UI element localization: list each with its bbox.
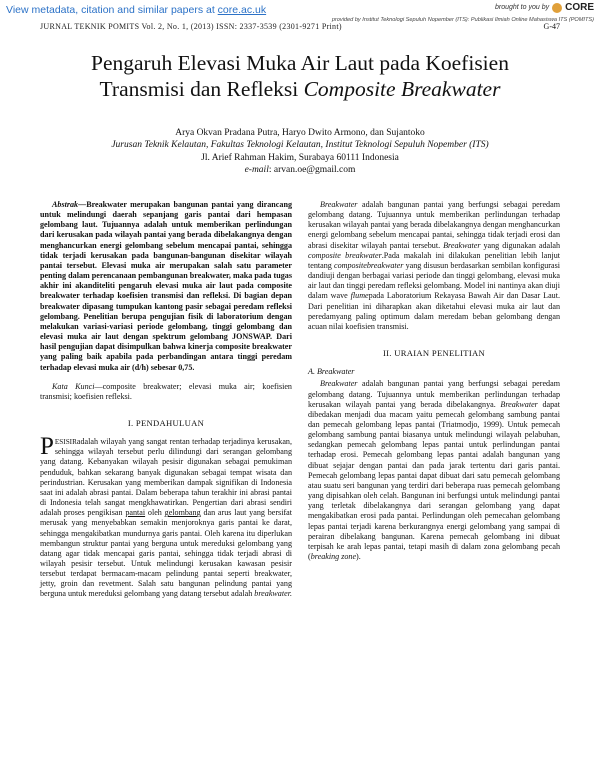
intro-text: adalah wilayah yang sangat rentan terhadap terjadinya kerusakan, sehingga wilayah tersebut perlu dilindungi dari serangan gelombang yang datang. Kebanyakan wilayah pesisir digunakan sebagai pemukiman penduduk, bahkan sekarang banyak digunakan sebagai tempat wisata dan perindustrian. Kerusakan yang memberikan dampak signifikan di Indonesia saat ini adalah abrasi pantai. Dalam beberapa tahun terakhir ini abrasi pantai di Indonesia telah sangat mengkhawatirkan. Pengertian dari abrasi sendiri adalah proses pengikisan <box>40 437 292 518</box>
title-line-2: Transmisi dan Refleksi <box>99 77 304 101</box>
right-column <box>308 200 560 562</box>
rp1-text: adalah bangunan pantai yang berfungsi sebagai peredam gelombang datang. Tujuannya untuk memberikan perlindungan terhadap kerusakan wilayah pantai yang berada dibelakangnya dengan menghancurkan energi gelombang sebelum mencapai pantai, sehingga tidak terjadi erosi dan abrasi disekitar wilayah pantai tersebut. <box>308 200 560 250</box>
rp2-italic-2: Breakwater <box>500 399 538 409</box>
journal-header: JURNAL TEKNIK POMITS Vol. 2, No. 1, (2013) ISSN: 2337-3539 (2301-9271 Print) <box>40 22 342 31</box>
core-link-text: View metadata, citation and similar papers at <box>6 4 218 16</box>
rp2-text-b: dapat dibedakan menjadi dua macam yaitu pemecah gelombang sambung pantai dan pemecah gelombang lepas pantai (Triatmodjo, 1999). Untuk pemecah gelombang sambung pantai biasanya untuk melindungi wilayah pelabuhan, sedangkan pemecah gelombang lepas pantai untuk perlindungan pantai terhadap erosi. Pemecah gelombang lepas pantai adalah bangunan yang dibuat sejajar dengan pantai dan pada jarak tertentu dari garis pantai. Pemecah gelombang lepas pantai dapat dibuat dari satu pemecah gelombang atau suatu seri bangunan yang terdiri dari beberapa ruas pemecah gelombang yang dipisahkan oleh celah. Bangunan ini berfungsi untuk melindungi pantai yang terletak dibelakangnya dari serangan gelombang yang dapat mengakibatkan erosi pada pantai. Perlindungan oleh pemecahan gelombang lepas pantai terjadi karena berkurangnya energi gelombang yang sampai di perairan dibelakang bangunan. Karena pemecah gelombang ini dibuat terpisah ke arah lepas pantai, tetapi masih di dalam zona gelombang pecah ( <box>308 399 560 561</box>
right-paragraph-2 <box>308 379 560 562</box>
intro-text-mid: oleh <box>145 508 165 518</box>
author-names: Arya Okvan Pradana Putra, Haryo Dwito Armono, dan Sujantoko <box>175 128 425 138</box>
left-column <box>40 200 292 600</box>
rp1-text-b: yang digunakan adalah <box>480 240 560 250</box>
address: Jl. Arief Rahman Hakim, Surabaya 60111 Indonesia <box>201 152 399 163</box>
email: : arvan.oe@gmail.com <box>268 165 356 176</box>
provided-by-text: provided by Institut Teknologi Sepuluh Nopember (ITS): Publikasi Ilmiah Online Mahasiswa ITS (POMITS) <box>331 17 594 23</box>
subsection-heading-breakwater: A. Breakwater <box>308 367 355 377</box>
page-number: G-47 <box>543 22 560 31</box>
core-link-site[interactable]: core.ac.uk <box>217 4 267 16</box>
core-metadata-link[interactable] <box>6 4 266 16</box>
affiliation: Jurusan Teknik Kelautan, Fakultas Teknologi Kelautan, Institut Teknologi Sepuluh Nopember (ITS) <box>111 140 489 151</box>
core-logo-icon <box>552 3 562 13</box>
rp1-text-e: pada Laboratorium Rekayasa Bawah Air dan Dasar Laut. Dari penelitian ini diharapkan akan diketahui elevasi muka air laut dan peredamyang paling optimum dalam meredam beban gelombang dengan acuan nilai koefisien transmisi. <box>308 291 560 331</box>
brought-text: brought to you by <box>495 4 550 11</box>
core-brand[interactable] <box>495 2 594 13</box>
rp1-text-c: .Pada makalah ini dilakukan penelitian lebih lanjut tentang <box>308 250 560 270</box>
author-block <box>40 127 560 177</box>
section-heading-methods: II. URAIAN PENELITIAN <box>382 348 485 359</box>
keywords-text: —composite breakwater; elevasi muka air; koefisien transmisi; koefisien refleksi. <box>40 381 292 401</box>
rp2-italic-3: breaking zone <box>310 552 357 561</box>
intro-caps: ESISIR <box>54 438 77 447</box>
core-brand-name: CORE <box>565 2 594 13</box>
intro-link-pantai: pantai <box>125 508 146 518</box>
rp2-italic: Breakwater <box>320 379 358 389</box>
keywords-label: Kata Kunci <box>52 381 95 391</box>
rp2-text: adalah bangunan pantai yang berfungsi sebagai peredam gelombang datang. Tujuannya untuk memberikan perlindungan terhadap kerusakan wilayah pantai yang berada dibelakangnya. <box>308 379 560 409</box>
email-label: e-mail <box>244 165 269 176</box>
paper-title <box>40 50 560 102</box>
rp1-italic: Breakwater <box>320 200 358 209</box>
rp2-text-end: ). <box>356 552 361 561</box>
intro-text-end: dan arus laut yang bersifat merusak yang menyebabkan semakin menjoroknya garis pantai ke darat, sehingga mengakibatkan mundurnya garis pantai. Oleh karena itu diperlukan membangun struktur pantai yang berguna untuk mereduksi gelombang yang datang agar tidak mencapai garis pantai, sehingga tidak terjadi abrasi di wilayah pesisir tersebut. Untuk melindungi kerusakan kawasan pesisir tersebut terdapat bermacam-macam pelindung pantai seperti breakwater, jetty, groin dan revetment. Salah satu bangunan pelindung pantai yang berguna untuk mereduksi gelombang yang datang tersebut adalah <box>40 508 292 599</box>
intro-paragraph <box>40 433 292 600</box>
rp1-italic-4: compositebreakwater <box>334 260 404 270</box>
intro-link-gelombang: gelombang <box>164 508 201 518</box>
keywords <box>40 382 292 402</box>
abstract <box>40 200 292 373</box>
title-line-1: Pengaruh Elevasi Muka Air Laut pada Koefisien <box>91 51 509 75</box>
abstract-text: —Breakwater merupakan bangunan pantai yang dirancang untuk melindungi daerah sepanjang garis pantai dari hempasan gelombang laut. Tujuannya adalah untuk memberikan perlindungan dari kerusakan pada wilayah pantai yang berada dibelakangnya dengan menghancurkan energi gelombang sebelum mencapai pantai, sehingga tidak terjadi kerusakan pada bangunan-bangunan disekitar wilayah pantai tersebut. Elevasi muka air merupakan salah satu parameter penting dalam perencanaan pembangunan breakwater, maka pada tugas akhir ini akanditeliti pengaruh elevasi muka air laut pada composite breakwater terhadap koefisien transmisi dan refleksi. Di bagian depan breakwater dipasang tumpukan kantong pasir sebagai peredam refleksi gelombang. Penelitian berupa pengujian fisik di laboratorium dengan melakukan variasi-variasi periode gelombang, tinggi gelombang dan elevasi muka air laut dengan spektrum gelombang JONSWAP. Dari hasil pengujian dapat disimpulkan bahwa kinerja composite breakwater yang paling baik apabila pada perbandingan antara tinggi peredam terhadap elevasi muka air (d/h) sebesar 0,75. <box>40 200 292 372</box>
drop-cap: P <box>40 433 54 461</box>
rp1-italic-2: Breakwater <box>443 240 481 250</box>
rp1-italic-5: flume <box>350 291 369 301</box>
title-line-2-italic: Composite Breakwater <box>303 77 501 101</box>
rp1-text-d: yang disusun berdasarkan sembilan konfigurasi dandiuji dengan berbagai variasi periode dan tinggi gelombang, elevasi muka air laut dan tinggi peredam refleksi gelombang. Model ini nantinya akan diuji dalam wave <box>308 260 560 301</box>
intro-italic: breakwater. <box>254 589 292 599</box>
rp1-italic-3: composite breakwater <box>308 250 382 260</box>
right-paragraph-1 <box>308 200 560 332</box>
abstract-label: Abstrak <box>52 200 79 209</box>
section-heading-introduction: I. PENDAHULUAN <box>127 417 205 428</box>
